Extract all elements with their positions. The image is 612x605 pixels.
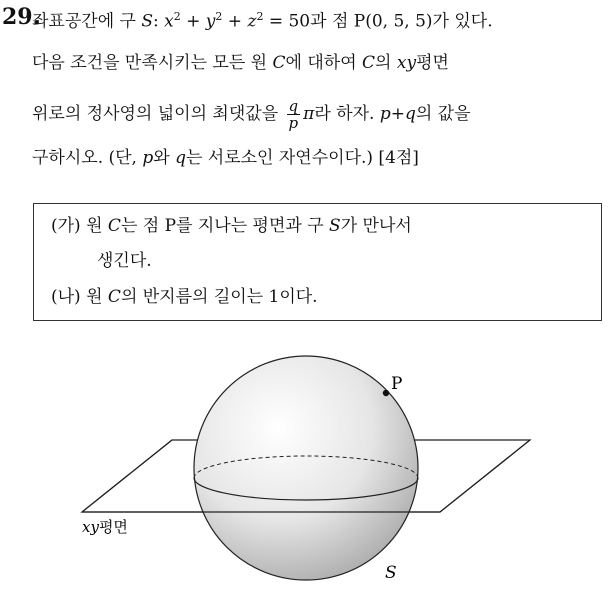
problem-line-2: 다음 조건을 만족시키는 모든 원 C에 대하여 C의 xy평면: [32, 53, 449, 73]
condition-na: (나) 원 C의 반지름의 길이는 1이다.: [51, 287, 318, 307]
xy-plane-label: xy평면: [82, 518, 128, 536]
point-p-label: P: [391, 374, 403, 394]
problem-number: 29.: [2, 4, 41, 30]
condition-ga: (가) 원 C는 점 P를 지나는 평면과 구 S가 만나서: [51, 216, 412, 236]
plane-left-edge-front: [82, 440, 172, 512]
sphere-label: S: [385, 563, 397, 583]
condition-ga-line2: 생긴다.: [97, 251, 152, 271]
fraction-q-over-p: $\frac{q}{p}$: [288, 97, 299, 132]
point-p: [383, 390, 389, 396]
plane-right-edge-front: [440, 440, 530, 512]
problem-line-4: 구하시오. (단, p와 q는 서로소인 자연수이다.) [4점]: [32, 148, 419, 168]
problem-line-1: 좌표공간에 구 S: $x^2 + y^2 + z^2 = 50$과 점 P(0, 5, 5)가 있다.: [32, 10, 493, 32]
problem-line-3: 위로의 정사영의 넓이의 최댓값을 $\frac{q}{p}$ π라 하자. p+q의 값을: [32, 97, 471, 132]
sphere-s: [194, 356, 418, 580]
